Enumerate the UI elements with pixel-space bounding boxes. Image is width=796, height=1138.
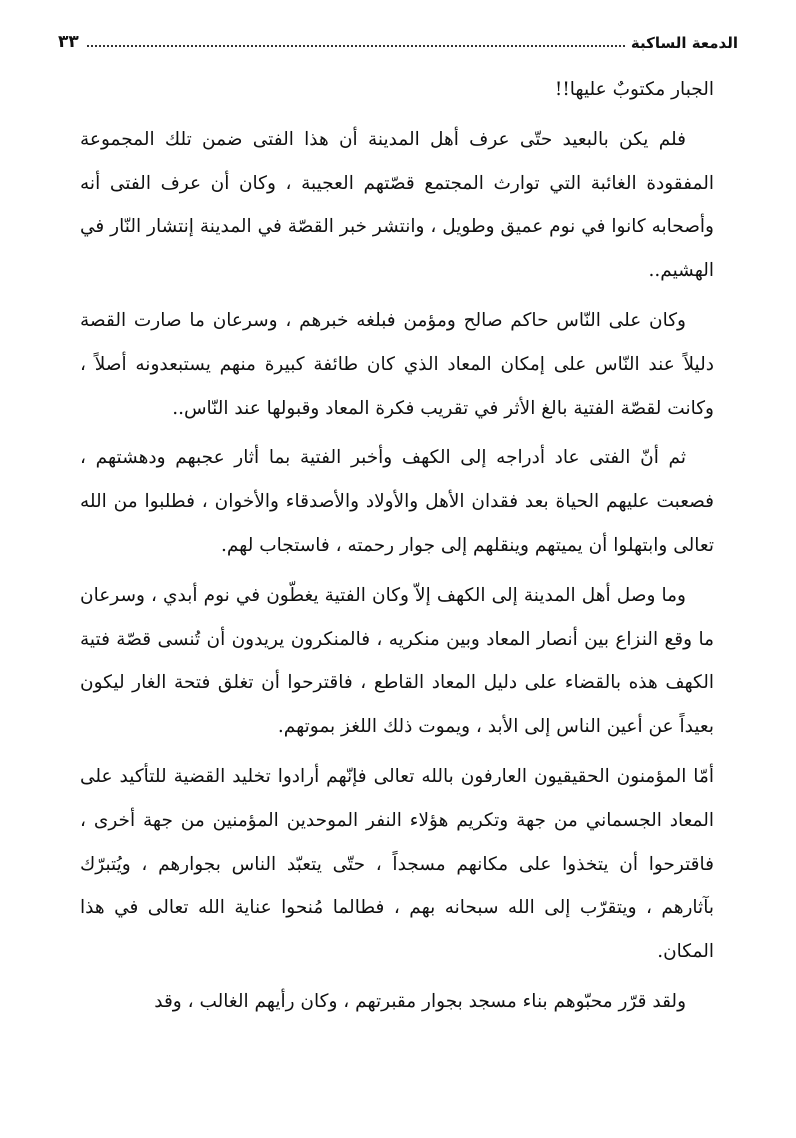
paragraph-continuation: الجبار مكتوبٌ عليها!! bbox=[554, 79, 714, 100]
paragraph: ثم أنّ الفتى عاد أدراجه إلى الكهف وأخبر الفتية بما أثار عجبهم ودهشتهم ، فصعبت عليهم الحياة بعد فقدان الأهل والأولاد والأصدقاء والأخوان ، فطلبوا من الله تعالى وابتهلوا أن يميتهم وينقلهم إلى جوار رحمته ، فاستجاب لهم. bbox=[80, 447, 714, 556]
page-number: ٣٣ bbox=[58, 32, 79, 52]
paragraph: أمّا المؤمنون الحقيقيون العارفون بالله تعالى فإنّهم أرادوا تخليد القضية للتأكيد على المعاد الجسماني من جهة وتكريم هؤلاء النفر الموحدين المؤمنين من جهة أخرى ، فاقترحوا أن يتخذوا على مكانهم مسجداً ، حتّى يتعبّد الناس بجوارهم ، ويُتبرّك بآثارهم ، ويتقرّب إلى الله سبحانه بهم ، فطالما مُنحوا عناية الله تعالى في هذا المكان. bbox=[80, 765, 714, 963]
paragraph: وكان على النّاس حاكم صالح ومؤمن فبلغه خبرهم ، وسرعان ما صارت القصة دليلاً عند النّاس على إمكان المعاد الذي كان طائفة كبيرة منهم يستبعدونه أصلاً ، وكانت لقصّة الفتية بالغ الأثر في تقريب فكرة المعاد وقبولها عند النّاس.. bbox=[80, 309, 714, 419]
paragraph: وما وصل أهل المدينة إلى الكهف إلاّ وكان الفتية يغطّون في نوم أبدي ، وسرعان ما وقع النزاع بين أنصار المعاد وبين منكريه ، فالمنكرون يريدون أن تُنسى قصّة فتية الكهف هذه بالقضاء على دليل المعاد القاطع ، فاقترحوا أن تغلق فتحة الغار ليكون بعيداً عن أعين الناس إلى الأبد ، ويموت ذلك اللغز بموتهم. bbox=[80, 584, 714, 738]
paragraph: فلم يكن بالبعيد حتّى عرف أهل المدينة أن هذا الفتى ضمن تلك المجموعة المفقودة الغائبة التي توارث المجتمع قصّتهم العجيبة ، وكان أن عرف الفتى أنه وأصحابه كانوا في نوم عميق وطويل ، وانتشر خبر القصّة في المدينة إنتشار النّار في الهشيم.. bbox=[80, 128, 714, 282]
book-title: الدمعة الساكبة bbox=[630, 34, 738, 52]
running-header bbox=[58, 26, 738, 52]
body-text bbox=[80, 68, 714, 1030]
paragraph: ولقد قرّر محبّوهم بناء مسجد بجوار مقبرتهم ، وكان رأيهم الغالب ، وقد bbox=[154, 990, 686, 1012]
header-dotted-leader bbox=[87, 45, 625, 47]
